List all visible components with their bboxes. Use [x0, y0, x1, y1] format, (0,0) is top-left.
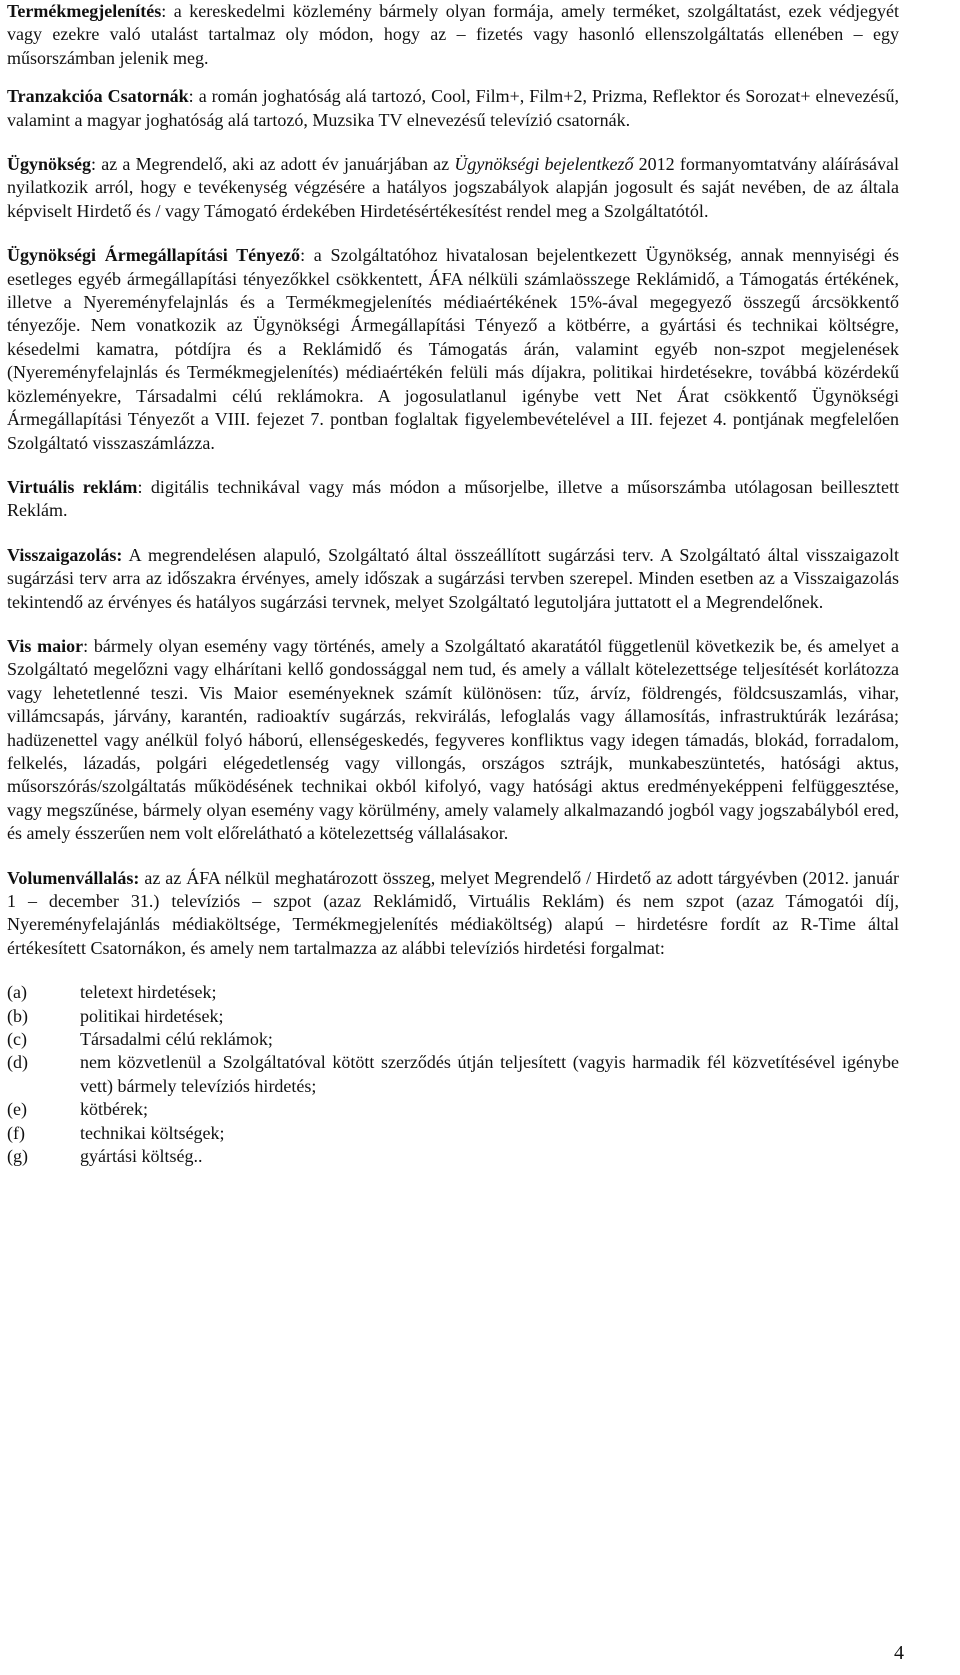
list-item-label: (g)	[7, 1146, 28, 1167]
definition-term: Visszaigazolás:	[7, 544, 123, 565]
list-item-text: gyártási költség..	[80, 1146, 203, 1167]
definition-ugynokseg	[7, 153, 899, 223]
definition-term: Ügynökségi Ármegállapítási Tényező	[7, 245, 301, 266]
definition-term: Termékmegjelenítés	[7, 1, 162, 21]
definition-text: az a Megrendelő, aki az adott év januárjában az	[96, 154, 455, 175]
definition-separator: :	[300, 245, 306, 266]
definition-text: az az ÁFA nélkül meghatározott összeg, melyet Megrendelő / Hirdető az adott tárgyévben (2012. január 1 – december 31.) televíziós – szpot (azaz Reklámidő, Virtuális Reklám) és nem szpot (azaz Támogatói díj, Nyereményfelajánlás médiaköltsége, Termékmegjelenítés médiaköltség) alapú – hirdetésre fordít az R-Time által értékesített Csatornákon, és amely nem tartalmazza az alábbi televíziós hirdetési forgalmat:	[7, 867, 899, 958]
definition-separator: :	[188, 86, 194, 107]
definition-text: a román joghatóság alá tartozó, Cool, Film+, Film+2, Prizma, Reflektor és Sorozat+ elnevezésű, valamint a magyar joghatóság alá tartozó, Muzsika TV elnevezésű televízió csatornák.	[7, 86, 899, 130]
definition-term: Volumenvállalás:	[7, 867, 140, 888]
definition-text-continued: 2012 formanyomtatvány aláírásával nyilatkozik arról, hogy e tevékenység végzésére a hatályos jogszabályok alapján jogosult és saját nevében, de az általa képviselt Hirdető és / vagy Támogató érdekében Hirdetésértékesítést rendel meg a Szolgáltatótól.	[7, 154, 899, 221]
definition-vis-maior	[7, 635, 899, 846]
list-item-label: (f)	[7, 1122, 25, 1143]
list-item-text: Társadalmi célú reklámok;	[80, 1029, 273, 1050]
list-item	[7, 1028, 899, 1051]
list-item-text: politikai hirdetések;	[80, 1005, 224, 1026]
definition-separator: :	[91, 154, 97, 175]
definition-term: Virtuális reklám	[7, 476, 138, 497]
definition-separator: :	[83, 635, 89, 656]
list-item-label: (b)	[7, 1005, 28, 1026]
list-item-text: nem közvetlenül a Szolgáltatóval kötött szerződés útján teljesített (vagyis harmadik fél közvetítésével igénybe vett) bármely televíziós hirdetés;	[80, 1052, 899, 1096]
list-item	[7, 1145, 899, 1168]
definition-text: a Szolgáltatóhoz hivatalosan bejelentkezett Ügynökség, annak mennyiségi és esetleges egyéb ármegállapítási tényezőkkel csökkentett, ÁFA nélküli számlaösszege Reklámidő, a Támogatás értékének, illetve a Nyereményfelajnlás és a Termékmegjelenítés médiaértékének 15%-ával megegyező összegű árcsökkentő tényezője. Nem vonatkozik az Ügynökségi Ármegállapítási Tényező a kötbérre, a gyártási és technikai költségre, késedelmi kamatra, pótdíjra és a Reklámidő és Támogatás árán, valamint egyéb non-szpot megjelenések (Nyereményfelajnlás és Termékmegjelenítés) médiaértékén felüli más díjakra, politikai hirdetésekre, továbbá közérdekű közleményekre, Társadalmi célú reklámokra. A jogosulatlanul igénybe vett Net Árat csökkentő Ügynökségi Ármegállapítási Tényezőt a VIII. fejezet 7. pontban foglaltak figyelembevételével a III. fejezet 4. pontjának megfelelően Szolgáltató visszaszámlázza.	[7, 245, 899, 453]
definition-tranzakcios-csatornak	[7, 85, 899, 132]
list-item	[7, 1051, 899, 1098]
definition-form-name: Ügynökségi bejelentkező	[454, 154, 634, 175]
page-number: 4	[894, 1642, 904, 1664]
list-item-text: kötbérek;	[80, 1099, 148, 1120]
list-item	[7, 1122, 899, 1145]
definition-volumenvallalas	[7, 867, 899, 961]
definition-text: digitális technikával vagy más módon a műsorjelbe, illetve a műsorszámba utólagosan beillesztett Reklám.	[7, 476, 900, 521]
document-page	[7, 0, 899, 1168]
list-item-text: technikai költségek;	[80, 1122, 225, 1143]
definition-text: A megrendelésen alapuló, Szolgáltató által összeállított sugárzási terv. A Szolgáltató által visszaigazolt sugárzási terv arra az időszakra érvényes, amely időszak a sugárzási tervben szerepel. Minden esetben az a Visszaigazolás tekintendő az érvényes és hatályos sugárzási tervnek, melyet Szolgáltató legutoljára juttatott el a Megrendelőnek.	[7, 544, 899, 612]
definition-term: Ügynökség	[7, 154, 92, 175]
definition-text: bármely olyan esemény vagy történés, amely a Szolgáltató akaratától függetlenül következik be, és amelyet a Szolgáltató megelőzni vagy elhárítani kellő gondossággal nem tud, és amely a vállalt kötelezettsége teljesítését korlátozza vagy lehetetlenné teszi. Vis Maior eseményeknek számít különösen: tűz, árvíz, földrengés, földcsuszamlás, vihar, villámcsapás, járvány, karantén, radioaktív sugárzás, rekvirálás, lefoglalás vagy államosítás, infrastruktúrák lezárása; hadüzenettel vagy anélkül folyó háború, ellenségeskedés, fegyveres konfliktus vagy idegen támadás, blokád, forradalom, felkelés, lázadás, polgári elégedetlenség vagy villongás, országos sztrájk, munkabeszüntetés, hatósági aktus, műsorszórás/szolgáltatás működésének technikai okból kifolyó, vagy hatósági aktus eredményeképpeni felfüggesztése, vagy megszűnése, bármely olyan esemény vagy körülmény, amely valamely alkalmazandó jogból vagy jogszabályból ered, és amely ésszerűen nem volt előrelátható a kötelezettség vállalásakor.	[7, 635, 900, 844]
definition-virtualis-reklam	[7, 476, 899, 523]
list-item-text: teletext hirdetések;	[80, 982, 217, 1003]
definition-visszaigazolas	[7, 544, 899, 614]
definition-term: Vis maior	[7, 635, 84, 656]
definition-termekmegjelenites	[7, 0, 899, 70]
list-item	[7, 1005, 899, 1028]
list-item	[7, 1098, 899, 1121]
definition-text: a kereskedelmi közlemény bármely olyan formája, amely terméket, szolgáltatást, ezek védjegyét vagy ezekre való utalást tartalmaz oly módon, hogy az – fizetés vagy hasonló ellenszolgáltatás ellenében – egy műsorszámban jelenik meg.	[7, 1, 899, 68]
definition-separator: :	[137, 476, 143, 497]
definition-ugynoksegi-armegallapitasi-tenyezo	[7, 244, 899, 455]
exclusion-list	[7, 981, 899, 1168]
definition-term: Tranzakcióa Csatornák	[7, 86, 189, 107]
list-item-label: (c)	[7, 1029, 27, 1050]
list-item	[7, 981, 899, 1004]
list-item-label: (e)	[7, 1099, 27, 1120]
list-item-label: (a)	[7, 982, 27, 1003]
definition-separator: :	[161, 1, 167, 21]
list-item-label: (d)	[7, 1052, 28, 1073]
